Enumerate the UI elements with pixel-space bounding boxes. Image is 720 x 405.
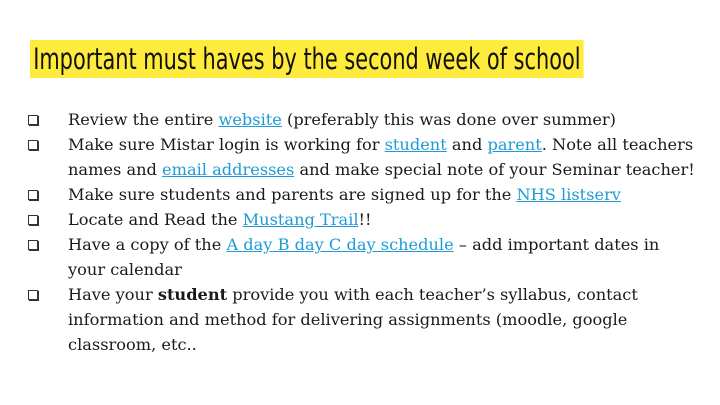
list-item <box>28 207 698 232</box>
slide-title: Important must haves by the second week of school <box>30 40 584 78</box>
list-item-text-segment: and make special note of your Seminar teacher! <box>294 160 695 179</box>
list-item-link[interactable]: A day B day C day schedule <box>226 235 454 254</box>
list-item-text <box>68 235 659 279</box>
list-item-bold-text: student <box>157 285 228 304</box>
list-item <box>28 182 698 207</box>
list-item-link[interactable]: student <box>384 135 447 154</box>
list-item-link[interactable]: NHS listserv <box>516 185 621 204</box>
list-item-text-segment: !! <box>358 210 372 229</box>
checkbox-bullet-icon <box>28 240 38 250</box>
checkbox-bullet-icon <box>28 290 38 300</box>
list-item-text-segment: – add important dates in your calendar <box>68 235 660 279</box>
list-item-text-segment: Have your <box>68 285 158 304</box>
list-item-text-segment: and <box>446 135 488 154</box>
list-item-text-segment: Have a copy of the <box>68 235 227 254</box>
list-item-link[interactable]: email addresses <box>162 160 295 179</box>
list-item-text <box>68 135 695 179</box>
list-item <box>28 282 698 357</box>
list-item-text-segment: Review the entire <box>68 110 219 129</box>
list-item-text-segment: provide you with each teacher’s syllabus, contact information and method for delivering assignments (moodle, google classroom, etc.. <box>68 285 638 354</box>
list-item-text-segment: Locate and Read the <box>68 210 243 229</box>
list-item-text-segment: . Note all teachers names and <box>68 135 694 179</box>
list-item <box>28 107 698 132</box>
list-item-text-segment: Make sure Mistar login is working for <box>68 135 385 154</box>
list-item-text <box>68 185 621 204</box>
checkbox-bullet-icon <box>28 215 38 225</box>
checkbox-bullet-icon <box>28 115 38 125</box>
list-item-text <box>68 210 372 229</box>
list-item-text <box>68 110 616 129</box>
list-item <box>28 132 698 182</box>
list-item-link[interactable]: website <box>218 110 282 129</box>
list-item-text-segment: (preferably this was done over summer) <box>281 110 616 129</box>
checkbox-bullet-icon <box>28 140 38 150</box>
checkbox-bullet-icon <box>28 190 38 200</box>
list-item <box>28 232 698 282</box>
list-item-text <box>68 285 638 354</box>
list-item-link[interactable]: parent <box>487 135 542 154</box>
list-item-link[interactable]: Mustang Trail <box>242 210 359 229</box>
bullet-list <box>28 107 698 357</box>
list-item-text-segment: Make sure students and parents are signed up for the <box>68 185 517 204</box>
